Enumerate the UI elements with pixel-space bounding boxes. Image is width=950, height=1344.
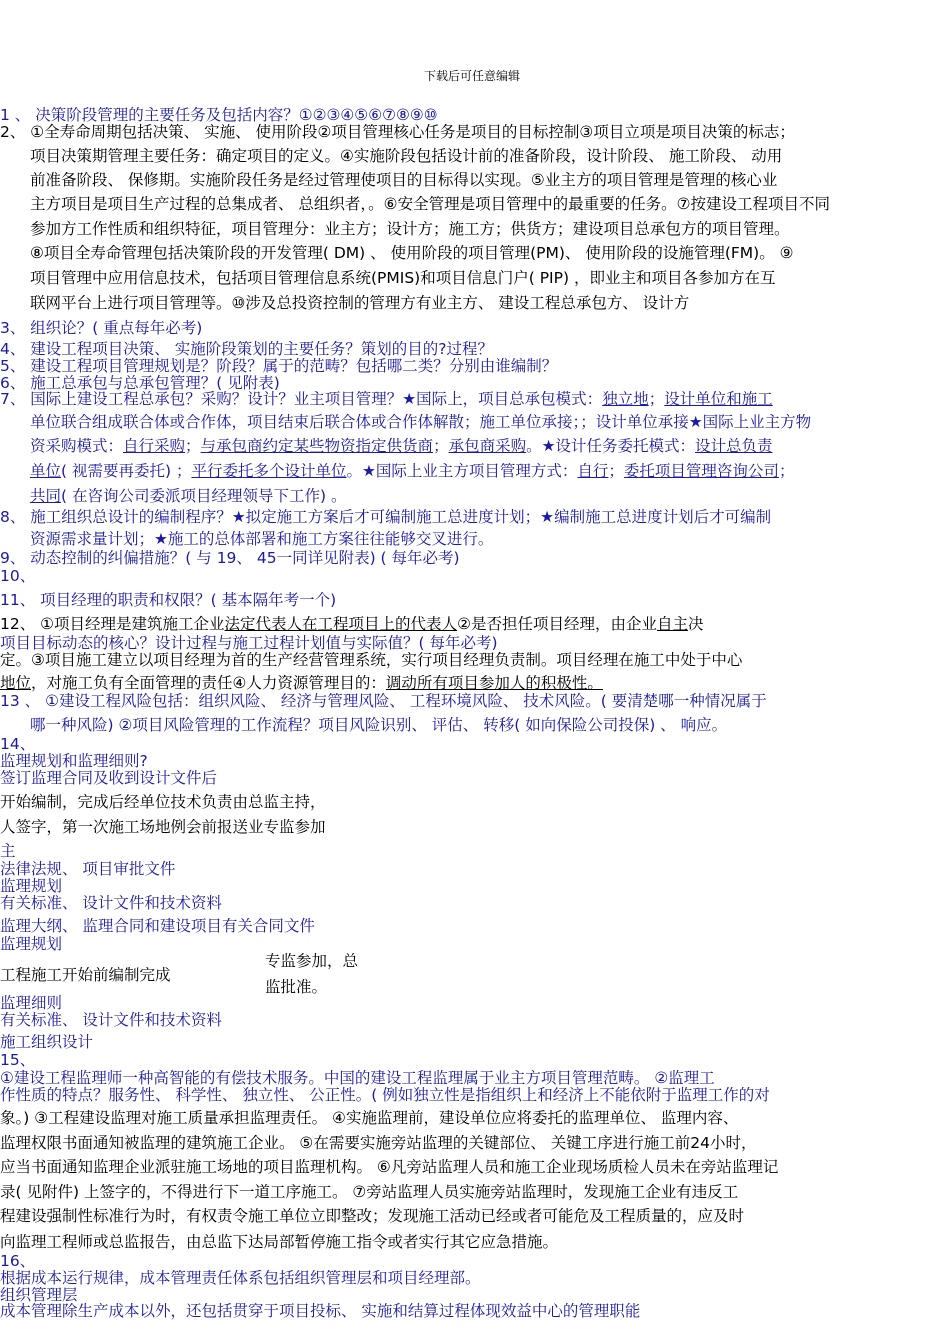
text-line — [0, 566, 35, 586]
text-segment: 独立地 — [602, 390, 649, 408]
text-line — [0, 673, 603, 693]
text-line — [0, 1232, 558, 1252]
text-segment: 平行委托多个设计单位 — [191, 462, 347, 480]
text-line — [0, 965, 171, 985]
text-segment: 项目管理中应用信息技术，包括项目管理信息系统(PMIS)和项目信息门户( PIP) ，即业主和项目各参加方在互 — [30, 269, 776, 287]
text-segment: 单位联合组成联合体或合作体，项目结束后联合体或合作体解散；施工单位承接；；设计单位承接★国际上业主方物 — [30, 413, 812, 431]
text-segment: 监理规划 — [0, 935, 63, 953]
text-line — [0, 1182, 738, 1202]
text-line — [0, 916, 315, 936]
text-segment: 单位 — [30, 462, 62, 480]
text-segment: 专监参加，总 — [265, 952, 359, 970]
text-segment: 签订监理合同及收到设计文件后 — [0, 769, 218, 787]
text-segment: 1 、 决策阶段管理的主要任务及包括内容？①②③④⑤⑥⑦⑧⑨⑩ — [0, 106, 438, 124]
text-segment: 向监理工程师或总监报告，由总监下达局部暂停施工指令或者实行其它应急措施。 — [0, 1233, 559, 1251]
text-line — [0, 1157, 778, 1177]
text-line — [0, 1032, 93, 1052]
text-segment: 与承包商约定某些物资指定供货商 — [200, 437, 434, 455]
text-line — [0, 1108, 738, 1128]
text-segment: 监批准。 — [265, 978, 328, 996]
text-segment: 程建设强制性标准行为时，有权责令施工单位立即整改；发现施工活动已经或者可能危及工程质量的，应及时 — [0, 1207, 745, 1225]
text-line — [0, 318, 202, 338]
text-segment: 自行 — [577, 462, 609, 480]
text-segment: ②是否担任项目经理，由企业 — [457, 615, 657, 633]
text-segment: 。★设计任务委托模式： — [526, 437, 695, 455]
text-segment: 象。) ③工程建设监理对施工质量承担监理责任。 ④实施监理前，建设单位应将委托的监理单位、 监理内容、 — [0, 1109, 739, 1127]
text-segment: 2、 ①全寿命周期包括决策、 实施、 使用阶段②项目管理核心任务是项目的目标控制③项目立项是项目决策的标志； — [0, 123, 795, 141]
text-segment: ； — [648, 390, 665, 408]
text-line — [0, 893, 222, 913]
text-line — [30, 268, 775, 288]
text-segment: 自主 — [656, 615, 688, 633]
text-segment: 录( 见附件) 上签字的，不得进行下一道工序施工。 ⑦旁站监理人员实施旁站监理时，发现施工企业有违反工 — [0, 1183, 739, 1201]
text-segment: ； — [433, 437, 449, 455]
text-segment: ； — [608, 462, 624, 480]
text-line — [0, 122, 795, 142]
text-segment: 决 — [687, 615, 704, 633]
text-line — [0, 614, 704, 634]
text-segment: 法律法规、 项目审批文件 — [0, 860, 176, 878]
text-segment: 前准备阶段、 保修期。实施阶段任务是经过管理使项目的目标得以实现。⑤业主方的项目管理是管理的核心业 — [30, 171, 778, 189]
text-segment: 联网平台上进行项目管理等。⑩涉及总投资控制的管理方有业主方、 建设工程总承包方、 设计方 — [30, 294, 690, 312]
text-segment: 设计总负责 — [695, 437, 773, 455]
text-segment: 项目决策期管理主要任务：确定项目的定义。④实施阶段包括设计前的准备阶段，设计阶段、 施工阶段、 动用 — [30, 147, 783, 165]
text-line — [30, 486, 346, 506]
text-segment: 开始编制，完成后经单位技术负责由总监主持， — [0, 793, 326, 811]
text-line — [30, 529, 493, 549]
text-line — [0, 650, 742, 670]
text-line — [0, 817, 326, 837]
text-segment: ； — [185, 437, 201, 455]
text-segment: 组织管理层 — [0, 1286, 78, 1304]
text-line — [0, 389, 773, 409]
text-line — [0, 1085, 770, 1105]
text-line — [265, 951, 358, 971]
text-segment: 15、 — [0, 1051, 36, 1069]
text-segment: 定。③项目施工建立以项目经理为首的生产经营管理系统，实行项目经理负责制。项目经理在施工中处于中心 — [0, 651, 743, 669]
text-line — [0, 590, 336, 610]
text-segment: 16、 — [0, 1252, 36, 1270]
text-segment: 项目目标动态的核心？设计过程与施工过程计划值与实际值？( 每年必考) — [0, 634, 498, 652]
text-line — [0, 691, 767, 711]
text-segment: 调动所有项目参加人的积极性。 — [385, 674, 603, 692]
text-segment: 4、 建设工程项目决策、 实施阶段策划的主要任务？策划的目的?过程？ — [0, 340, 493, 358]
text-line — [0, 1050, 35, 1070]
text-segment: 有关标准、 设计文件和技术资料 — [0, 1011, 222, 1029]
text-segment: 应当书面通知监理企业派驻施工场地的项目监理机构。 ⑥凡旁站监理人员和施工企业现场质检人员未在旁站监理记 — [0, 1158, 779, 1176]
text-segment: 。★国际上业主方项目管理方式： — [346, 462, 578, 480]
text-line — [0, 1301, 640, 1321]
text-line — [0, 841, 16, 861]
text-line — [30, 715, 727, 735]
text-segment: 9、 动态控制的纠偏措施？( 与 19、 45一同详见附表) ( 每年必考) — [0, 549, 460, 567]
text-segment: 12、 ①项目经理是建筑施工企业 — [0, 615, 225, 633]
text-segment: 3、 组织论？( 重点每年必考) — [0, 319, 203, 337]
page-header: 下载后可任意编辑 — [424, 69, 521, 83]
text-line — [30, 146, 782, 166]
text-line — [265, 977, 327, 997]
text-segment: 8、 施工组织总设计的编制程序？★拟定施工方案后才可编制施工总进度计划；★编制施工总进度计划后才可编制 — [0, 508, 772, 526]
text-line — [30, 293, 689, 313]
text-segment: 11、 项目经理的职责和权限？( 基本隔年考一个) — [0, 591, 337, 609]
text-segment: 14、 — [0, 735, 36, 753]
text-line — [30, 243, 794, 263]
text-segment: 5、 建设工程项目管理规划是？阶段？属于的范畴？包括哪二类？分别由谁编制？ — [0, 357, 558, 375]
text-line — [0, 934, 62, 954]
text-segment: 作性质的特点？服务性、 科学性、 独立性、 公正性。( 例如独立性是指组织上和经济上不能依附于监理工作的对 — [0, 1086, 770, 1104]
text-segment: 法定代表人在工程项目上的代表人 — [224, 615, 458, 633]
text-segment: 自行采购 — [123, 437, 186, 455]
text-line — [0, 768, 217, 788]
text-segment: 监理规划 — [0, 877, 63, 895]
text-segment: 资采购模式： — [30, 437, 124, 455]
text-segment: ⑧项目全寿命管理包括决策阶段的开发管理( DM) 、 使用阶段的项目管理(PM)、 使用阶段的设施管理(FM)。 ⑨ — [30, 244, 794, 262]
text-line — [30, 170, 777, 190]
text-segment: 6、 施工总承包与总承包管理？( 见附表) — [0, 374, 280, 392]
text-segment: 哪一种风险) ②项目风险管理的工作流程？项目风险识别、 评估、 转移( 如向保险公司投保) 、 响应。 — [30, 716, 728, 734]
text-segment: 地位 — [0, 674, 32, 692]
text-segment: 13 、 ①建设工程风险包括：组织风险、 经济与管理风险、 工程环境风险、 技术风险。( 要清楚哪一种情况属于 — [0, 692, 767, 710]
text-line — [0, 1206, 744, 1226]
text-segment: 委托项目管理咨询公司 — [623, 462, 779, 480]
text-segment: 7、 国际上建设工程总承包？采购？设计？业主项目管理？★国际上，项目总承包模式： — [0, 390, 603, 408]
text-segment: 设计单位和施工 — [664, 390, 773, 408]
text-segment: 成本管理除生产成本以外，还包括贯穿于项目投标、 实施和结算过程体现效益中心的管理职能 — [0, 1302, 641, 1320]
text-segment: 工程施工开始前编制完成 — [0, 966, 171, 984]
text-segment: 人签字，第一次施工场地例会前报送业专监参加 — [0, 818, 326, 836]
text-segment: ( 视需要再委托) ； — [61, 462, 192, 480]
text-segment: 监理规划和监理细则? — [0, 752, 148, 770]
text-segment: 承包商采购 — [448, 437, 527, 455]
text-segment: 主方项目是项目生产过程的总集成者、 总组织者，。⑥安全管理是项目管理中的最重要的任务。⑦按建设工程项目不同 — [30, 195, 830, 213]
text-line — [30, 436, 773, 456]
text-segment: 监理细则 — [0, 994, 63, 1012]
text-segment: 主 — [0, 842, 16, 860]
text-segment: 10、 — [0, 567, 36, 585]
text-line — [0, 548, 460, 568]
text-line — [0, 792, 326, 812]
text-line — [30, 412, 811, 432]
text-line — [0, 1133, 756, 1153]
text-segment: ，对施工负有全面管理的责任④人力资源管理目的： — [31, 674, 386, 692]
text-segment: ； — [778, 462, 795, 480]
text-segment: 资源需求量计划；★施工的总体部署和施工方案往往能够交叉进行。 — [30, 530, 494, 548]
text-segment: 根据成本运行规律，成本管理责任体系包括组织管理层和项目经理部。 — [0, 1269, 481, 1287]
text-line — [0, 1010, 222, 1030]
text-segment: 监理权限书面通知被监理的建筑施工企业。 ⑤在需要实施旁站监理的关键部位、 关键工序进行施工前24小时， — [0, 1134, 757, 1152]
text-line — [0, 507, 771, 527]
text-line — [30, 194, 830, 214]
text-segment: ( 在咨询公司委派项目经理领导下工作) 。 — [61, 487, 347, 505]
text-segment: 参加方工作性质和组织特征，项目管理分：业主方；设计方；施工方；供货方；建设项目总承包方的项目管理。 — [30, 220, 790, 238]
text-segment: 施工组织设计 — [0, 1033, 94, 1051]
text-segment: 有关标准、 设计文件和技术资料 — [0, 894, 222, 912]
text-segment: 监理大纲、 监理合同和建设项目有关合同文件 — [0, 917, 315, 935]
text-line — [30, 219, 790, 239]
text-line — [30, 461, 794, 481]
text-segment: 共同 — [30, 487, 62, 505]
text-segment: ①建设工程监理师一种高智能的有偿技术服务。中国的建设工程监理属于业主方项目管理范畴。 ②监理工 — [0, 1069, 715, 1087]
